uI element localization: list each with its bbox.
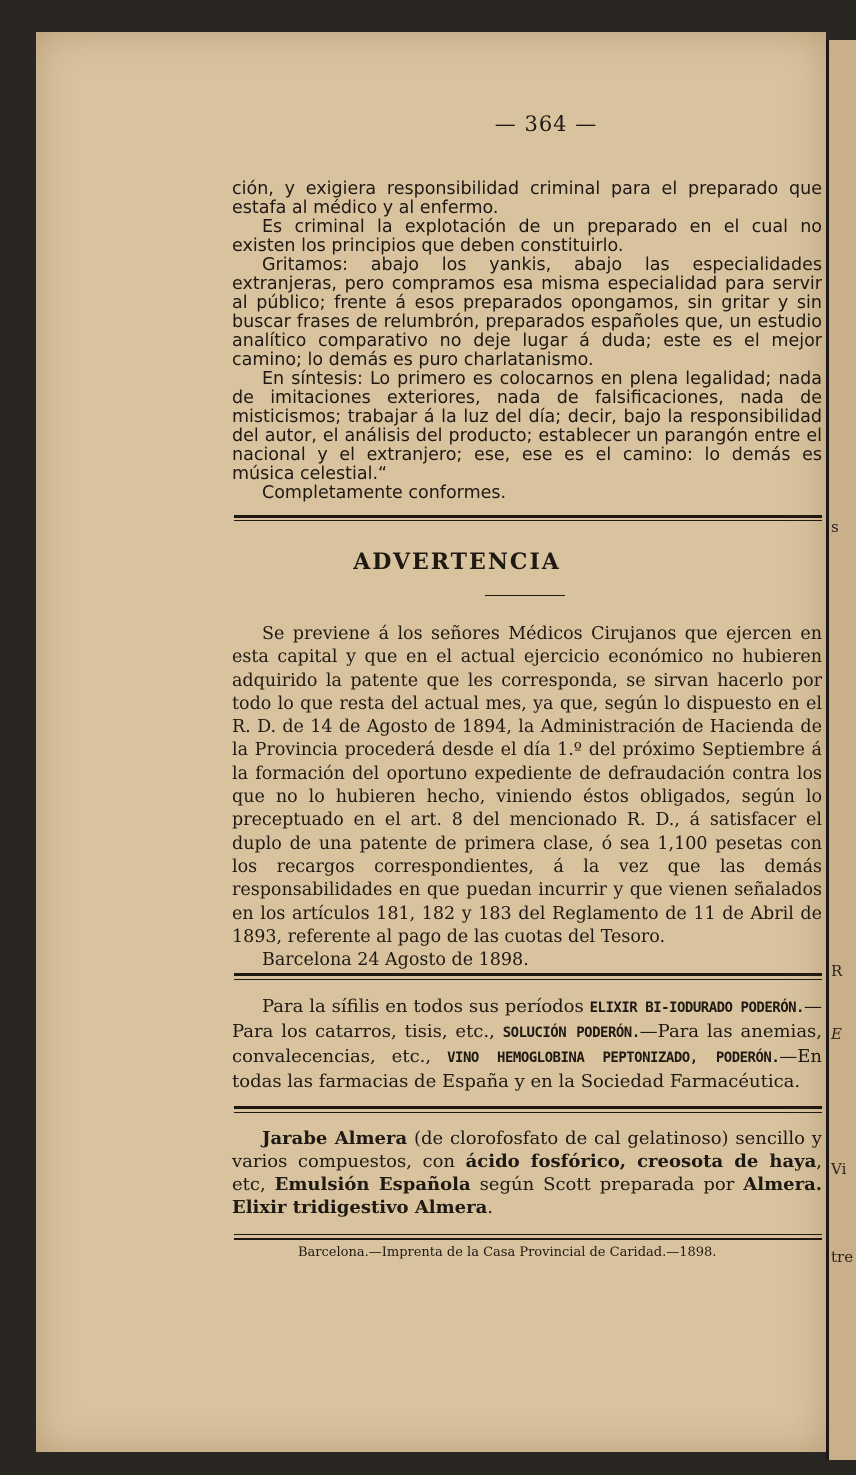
section-divider (234, 1238, 822, 1240)
advert-almera (232, 1127, 822, 1219)
heading-underline (485, 595, 565, 596)
facing-page-fragment: tre (831, 1248, 854, 1266)
article-continuation (232, 180, 822, 503)
product-name: Emulsión Española (274, 1174, 471, 1195)
notice-place-date: Barcelona 24 Agosto de 1898. (262, 950, 529, 971)
advert-text: . (487, 1197, 494, 1218)
section-divider (234, 1112, 822, 1113)
product-name: Almera. Elixir tridigestivo Almera (232, 1174, 822, 1218)
facing-page-fragment: R (831, 962, 843, 980)
product-name: Jarabe Almera (262, 1128, 408, 1149)
intro-paragraph: Es criminal la explotación de un preparado en el cual no existen los principios que deben constituirlo. (232, 217, 822, 256)
page-number: — 364 — (494, 112, 598, 136)
advert-text: , etc, (232, 1151, 822, 1195)
section-divider (234, 520, 822, 521)
advert-text: (de clorofosfato de cal gelatinoso) sencillo y varios compuestos, con (232, 1128, 822, 1172)
product-name: VINO HEMOGLOBINA PEPTONIZADO, PODERÓN. (447, 1050, 780, 1066)
advert-text: —Para las anemias, convalecencias, etc., (232, 1021, 823, 1067)
advert-almera-text (232, 1127, 822, 1219)
intro-paragraph: Completamente conformes. (262, 483, 507, 503)
facing-page-fragment: E (831, 1025, 842, 1043)
product-name: SOLUCIÓN PODERÓN. (502, 1025, 640, 1041)
printer-imprint: Barcelona.—Imprenta de la Casa Provincial de Caridad.—1898. (298, 1245, 717, 1260)
section-divider (234, 979, 822, 980)
advert-poderon-text (232, 995, 822, 1093)
advert-text: —Para los catarros, tisis, etc., (232, 996, 822, 1042)
facing-page-fragment: Vi (831, 1160, 847, 1178)
product-name: ELIXIR BI-IODURADO PODERÓN. (589, 1000, 804, 1016)
notice-block (232, 623, 822, 972)
advert-text: Para la sífilis en todos sus períodos (262, 996, 590, 1017)
intro-paragraph: ción, y exigiera responsibilidad criminal para el preparado que estafa al médico y al enfermo. (232, 179, 822, 218)
section-divider (234, 973, 822, 976)
advert-text: —En todas las farmacias de España y en la Sociedad Farmacéutica. (232, 1046, 822, 1092)
facing-page-edge (826, 40, 856, 1460)
notice-body: Se previene á los señores Médicos Cirujanos que ejercen en esta capital y que en el actual ejercicio económico no hubieren adquirido la patente que les corresponda, se sirvan hacerlo por todo lo que resta del actual mes, ya que, según lo dispuesto en el R. D. de 14 de Agosto de 1894, la Administración de Hacienda de la Provincia procederá desde el día 1.º del próximo Septiembre á la formación del oportuno expediente de defraudación contra los que no lo hubieren hecho, viniendo éstos obligados, según lo preceptuado en el art. 8 del mencionado R. D., á satisfacer el duplo de una patente de primera clase, ó sea 1,100 pesetas con los recargos correspondientes, á la vez que las demás responsabilidades en que puedan incurrir y que vienen señalados en los artículos 181, 182 y 183 del Reglamento de 11 de Abril de 1893, referente al pago de las cuotas del Tesoro. (232, 624, 822, 947)
advert-poderon (232, 995, 822, 1093)
notice-heading: ADVERTENCIA (353, 549, 561, 575)
advert-text: según Scott preparada por (470, 1174, 744, 1195)
section-divider (234, 1106, 822, 1109)
product-name: ácido fosfórico, creosota de haya (465, 1151, 817, 1172)
intro-paragraph: Gritamos: abajo los yankis, abajo las especialidades extranjeras, pero compramos esa misma especialidad para servir al público; frente á esos preparados opongamos, sin gritar y sin buscar frases de relumbrón, preparados españoles que, un estudio analítico comparativo no deje lugar á duda; este es el mejor camino; lo demás es puro charlatanismo. (232, 255, 822, 370)
facing-page-fragment: s (831, 518, 839, 536)
intro-paragraph: En síntesis: Lo primero es colocarnos en plena legalidad; nada de imitaciones exteriores, nada de falsificaciones, nada de misticismos; trabajar á la luz del día; decir, bajo la responsibilidad del autor, el análisis del producto; establecer un parangón entre el nacional y el extranjero; ese, ese es el camino: lo demás es música celestial.“ (232, 369, 822, 484)
section-divider (234, 515, 822, 518)
section-divider (234, 1234, 822, 1235)
